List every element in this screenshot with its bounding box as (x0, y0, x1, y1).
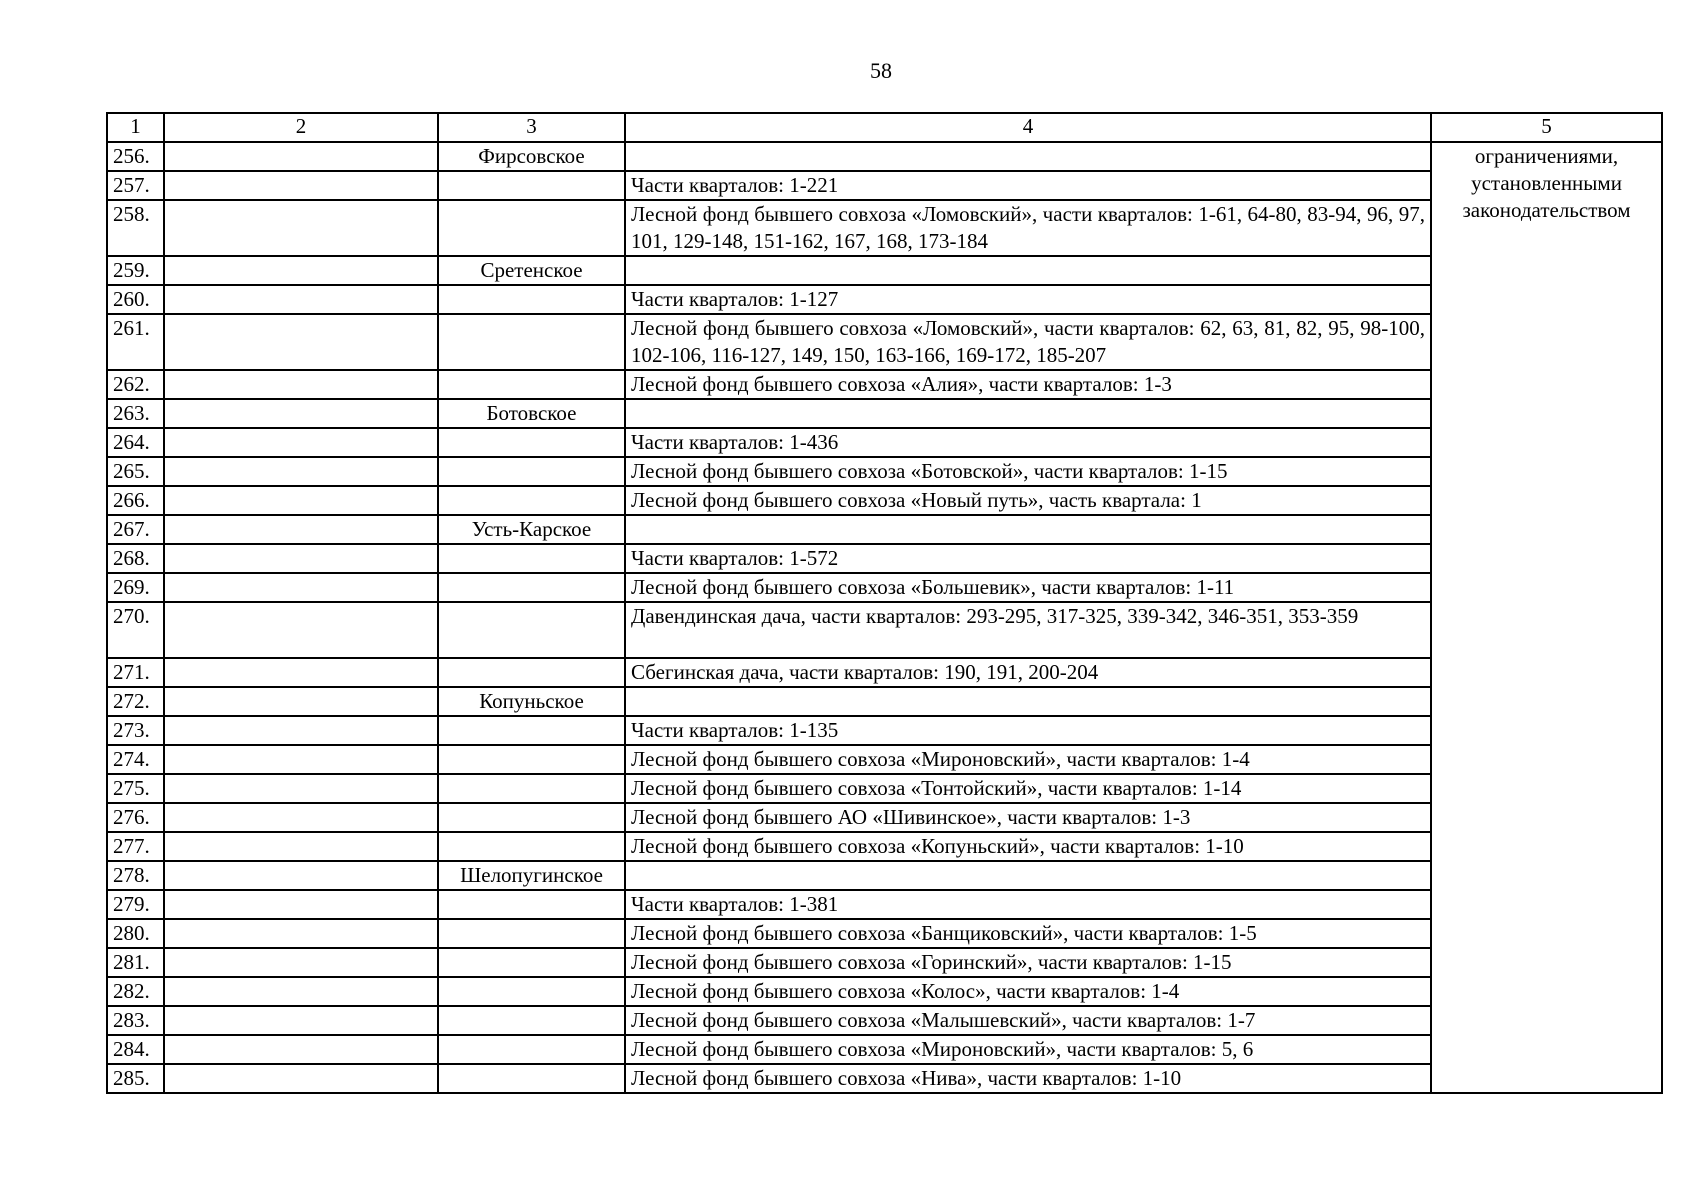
row-col-2 (164, 544, 438, 573)
row-settlement (438, 977, 625, 1006)
row-description: Лесной фонд бывшего совхоза «Нива», части кварталов: 1-10 (625, 1064, 1431, 1093)
table-row (107, 544, 1662, 573)
row-col-2 (164, 832, 438, 861)
row-number: 270. (107, 602, 164, 658)
row-number: 278. (107, 861, 164, 890)
row-col-2 (164, 515, 438, 544)
row-description: Части кварталов: 1-127 (625, 285, 1431, 314)
row-description: Лесной фонд бывшего совхоза «Ботовской», части кварталов: 1-15 (625, 457, 1431, 486)
row-col-2 (164, 200, 438, 256)
row-col-2 (164, 890, 438, 919)
header-col-3: 3 (438, 113, 625, 142)
row-settlement (438, 1035, 625, 1064)
row-number: 261. (107, 314, 164, 370)
row-settlement: Фирсовское (438, 142, 625, 171)
row-description: Лесной фонд бывшего совхоза «Колос», части кварталов: 1-4 (625, 977, 1431, 1006)
table-row (107, 370, 1662, 399)
row-col-2 (164, 171, 438, 200)
row-settlement (438, 716, 625, 745)
row-col-2 (164, 1035, 438, 1064)
table-row (107, 428, 1662, 457)
table-row (107, 602, 1662, 658)
row-description: Давендинская дача, части кварталов: 293-295, 317-325, 339-342, 346-351, 353-359 (625, 602, 1431, 658)
row-description: Лесной фонд бывшего совхоза «Мироновский», части кварталов: 1-4 (625, 745, 1431, 774)
row-col-2 (164, 774, 438, 803)
row-settlement: Копуньское (438, 687, 625, 716)
row-description: Лесной фонд бывшего совхоза «Ломовский», части кварталов: 62, 63, 81, 82, 95, 98-100, 102-106, 116-127, 149, 150, 163-166, 169-172, 185-207 (625, 314, 1431, 370)
header-col-5: 5 (1431, 113, 1662, 142)
table-row (107, 200, 1662, 256)
forest-fund-table (106, 112, 1663, 1094)
row-col-2 (164, 314, 438, 370)
table-row (107, 515, 1662, 544)
row-col-2 (164, 687, 438, 716)
row-description: Части кварталов: 1-381 (625, 890, 1431, 919)
row-settlement (438, 919, 625, 948)
row-description (625, 515, 1431, 544)
row-number: 276. (107, 803, 164, 832)
row-number: 274. (107, 745, 164, 774)
row-col-2 (164, 486, 438, 515)
table-row (107, 977, 1662, 1006)
row-col-2 (164, 919, 438, 948)
table-row (107, 285, 1662, 314)
table-row (107, 171, 1662, 200)
table-row (107, 314, 1662, 370)
row-description: Лесной фонд бывшего совхоза «Банщиковский», части кварталов: 1-5 (625, 919, 1431, 948)
row-col-2 (164, 428, 438, 457)
row-number: 267. (107, 515, 164, 544)
row-description: Части кварталов: 1-436 (625, 428, 1431, 457)
row-settlement: Сретенское (438, 256, 625, 285)
row-number: 268. (107, 544, 164, 573)
header-row (107, 113, 1662, 142)
header-col-4: 4 (625, 113, 1431, 142)
row-col-2 (164, 285, 438, 314)
header-col-2: 2 (164, 113, 438, 142)
row-settlement (438, 200, 625, 256)
row-col-2 (164, 602, 438, 658)
row-col-2 (164, 658, 438, 687)
table-row (107, 486, 1662, 515)
row-settlement (438, 1006, 625, 1035)
table-row (107, 919, 1662, 948)
table-row (107, 832, 1662, 861)
row-col-2 (164, 370, 438, 399)
row-number: 284. (107, 1035, 164, 1064)
row-col-2 (164, 1006, 438, 1035)
row-number: 258. (107, 200, 164, 256)
row-settlement (438, 745, 625, 774)
row-number: 272. (107, 687, 164, 716)
row-number: 262. (107, 370, 164, 399)
row-description: Сбегинская дача, части кварталов: 190, 191, 200-204 (625, 658, 1431, 687)
table-row (107, 687, 1662, 716)
row-number: 269. (107, 573, 164, 602)
row-description (625, 861, 1431, 890)
table-row (107, 1035, 1662, 1064)
row-description: Лесной фонд бывшего совхоза «Малышевский», части кварталов: 1-7 (625, 1006, 1431, 1035)
table-row (107, 745, 1662, 774)
table-row (107, 948, 1662, 977)
row-settlement (438, 544, 625, 573)
row-col-2 (164, 457, 438, 486)
row-description: Лесной фонд бывшего совхоза «Новый путь», часть квартала: 1 (625, 486, 1431, 515)
table-row (107, 861, 1662, 890)
row-col-2 (164, 745, 438, 774)
row-number: 280. (107, 919, 164, 948)
row-number: 259. (107, 256, 164, 285)
row-number: 279. (107, 890, 164, 919)
row-settlement (438, 171, 625, 200)
row-settlement: Шелопугинское (438, 861, 625, 890)
row-number: 263. (107, 399, 164, 428)
row-col-2 (164, 948, 438, 977)
row-settlement (438, 890, 625, 919)
row-description: Лесной фонд бывшего совхоза «Ломовский», части кварталов: 1-61, 64-80, 83-94, 96, 97, 101, 129-148, 151-162, 167, 168, 173-184 (625, 200, 1431, 256)
row-number: 281. (107, 948, 164, 977)
row-number: 275. (107, 774, 164, 803)
row-settlement (438, 370, 625, 399)
row-settlement (438, 285, 625, 314)
row-col-2 (164, 256, 438, 285)
row-description: Лесной фонд бывшего совхоза «Алия», части кварталов: 1-3 (625, 370, 1431, 399)
row-number: 283. (107, 1006, 164, 1035)
row-settlement (438, 1064, 625, 1093)
row-col-5-restrictions: ограничениями, установленными законодательством (1431, 142, 1662, 1093)
row-description (625, 399, 1431, 428)
table-row (107, 1006, 1662, 1035)
header-col-1: 1 (107, 113, 164, 142)
row-settlement: Ботовское (438, 399, 625, 428)
row-description (625, 687, 1431, 716)
row-description: Лесной фонд бывшего совхоза «Большевик», части кварталов: 1-11 (625, 573, 1431, 602)
row-description: Лесной фонд бывшего АО «Шивинское», части кварталов: 1-3 (625, 803, 1431, 832)
row-settlement (438, 658, 625, 687)
row-description (625, 256, 1431, 285)
row-number: 257. (107, 171, 164, 200)
row-number: 265. (107, 457, 164, 486)
row-description: Части кварталов: 1-135 (625, 716, 1431, 745)
table-row (107, 803, 1662, 832)
row-settlement (438, 314, 625, 370)
row-settlement: Усть-Карское (438, 515, 625, 544)
row-col-2 (164, 1064, 438, 1093)
row-col-2 (164, 716, 438, 745)
table-row (107, 399, 1662, 428)
row-number: 273. (107, 716, 164, 745)
row-description: Лесной фонд бывшего совхоза «Горинский», части кварталов: 1-15 (625, 948, 1431, 977)
row-settlement (438, 602, 625, 658)
table-row (107, 457, 1662, 486)
row-number: 277. (107, 832, 164, 861)
table-row (107, 658, 1662, 687)
table-row (107, 573, 1662, 602)
table-row (107, 256, 1662, 285)
row-number: 266. (107, 486, 164, 515)
row-number: 285. (107, 1064, 164, 1093)
table-row (107, 890, 1662, 919)
row-settlement (438, 573, 625, 602)
row-col-2 (164, 803, 438, 832)
row-col-2 (164, 399, 438, 428)
row-settlement (438, 832, 625, 861)
table-row (107, 774, 1662, 803)
row-settlement (438, 774, 625, 803)
row-col-2 (164, 142, 438, 171)
row-number: 260. (107, 285, 164, 314)
row-settlement (438, 457, 625, 486)
row-description: Лесной фонд бывшего совхоза «Тонтойский», части кварталов: 1-14 (625, 774, 1431, 803)
row-settlement (438, 486, 625, 515)
row-number: 264. (107, 428, 164, 457)
row-settlement (438, 803, 625, 832)
row-description: Части кварталов: 1-221 (625, 171, 1431, 200)
row-number: 271. (107, 658, 164, 687)
row-number: 282. (107, 977, 164, 1006)
row-number: 256. (107, 142, 164, 171)
row-description: Лесной фонд бывшего совхоза «Копуньский», части кварталов: 1-10 (625, 832, 1431, 861)
row-col-2 (164, 977, 438, 1006)
row-description (625, 142, 1431, 171)
table-row (107, 716, 1662, 745)
row-col-2 (164, 861, 438, 890)
table-row (107, 142, 1662, 171)
row-settlement (438, 948, 625, 977)
row-description: Части кварталов: 1-572 (625, 544, 1431, 573)
table-row (107, 1064, 1662, 1093)
row-col-2 (164, 573, 438, 602)
row-description: Лесной фонд бывшего совхоза «Мироновский», части кварталов: 5, 6 (625, 1035, 1431, 1064)
page-number: 58 (870, 58, 892, 83)
table-body (107, 142, 1662, 1093)
row-settlement (438, 428, 625, 457)
